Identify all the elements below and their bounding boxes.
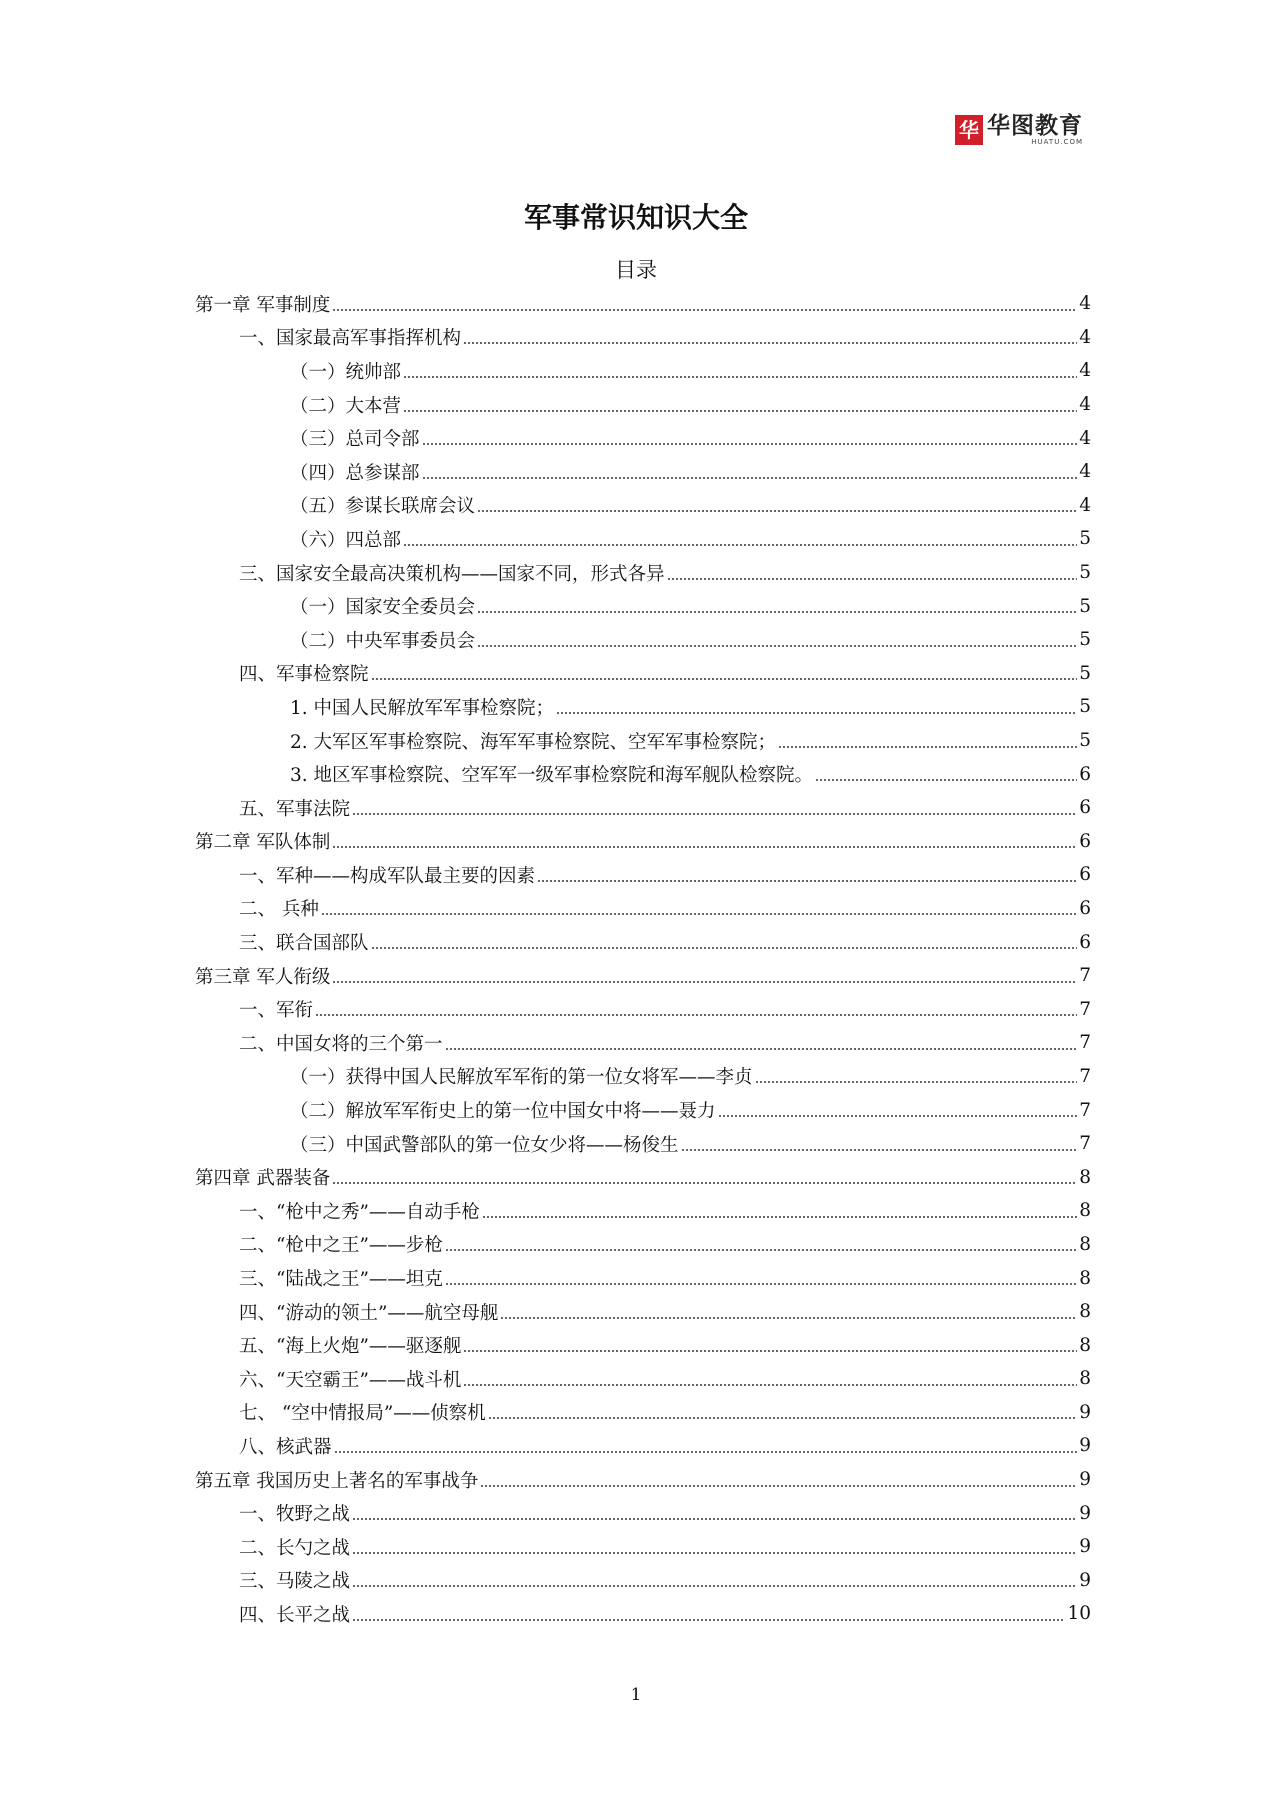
toc-entry[interactable]: [195, 825, 1091, 859]
toc-dot-leader: [321, 913, 1077, 915]
toc-dot-leader: [480, 1485, 1077, 1487]
toc-dot-leader: [445, 1249, 1077, 1251]
toc-entry-page: 4: [1079, 394, 1091, 416]
toc-entry[interactable]: [195, 791, 1091, 825]
toc-dot-leader: [755, 1081, 1078, 1083]
toc-dot-leader: [352, 1619, 1065, 1621]
toc-entry-page: 6: [1079, 931, 1091, 953]
toc-entry-page: 8: [1079, 1368, 1091, 1390]
toc-entry[interactable]: [195, 757, 1091, 791]
toc-entry-label: 第四章 武器装备: [195, 1168, 331, 1190]
toc-entry-label: 二、 兵种: [239, 899, 319, 921]
toc-dot-leader: [403, 376, 1077, 378]
toc-entry-page: 5: [1079, 629, 1091, 651]
toc-entry-label: 第三章 军人衔级: [195, 966, 331, 988]
toc-entry-page: 9: [1079, 1536, 1091, 1558]
toc-entry-page: 4: [1079, 360, 1091, 382]
toc-entry[interactable]: [195, 1228, 1091, 1262]
toc-entry-page: 9: [1079, 1469, 1091, 1491]
toc-entry-page: 8: [1079, 1200, 1091, 1222]
toc-entry[interactable]: [195, 724, 1091, 758]
toc-entry-label: （六）四总部: [290, 529, 402, 551]
toc-entry-label: （二）中央军事委员会: [290, 630, 476, 652]
toc-entry[interactable]: [195, 589, 1091, 623]
toc-entry-page: 8: [1079, 1301, 1091, 1323]
toc-entry[interactable]: [195, 1597, 1091, 1631]
toc-entry-label: （二）解放军军衔史上的第一位中国女中将——聂力: [290, 1101, 716, 1123]
toc-dot-leader: [332, 981, 1077, 983]
toc-entry-page: 9: [1079, 1401, 1091, 1423]
toc-entry-label: 一、国家最高军事指挥机构: [239, 328, 462, 350]
toc-entry-label: （二）大本营: [290, 395, 402, 417]
toc-entry-page: 7: [1079, 1032, 1091, 1054]
toc-entry-page: 4: [1079, 326, 1091, 348]
toc-entry[interactable]: [195, 992, 1091, 1026]
logo-mark-icon: 华: [955, 115, 983, 145]
toc-dot-leader: [352, 1585, 1077, 1587]
logo-chinese-text: 华图教育: [987, 112, 1083, 139]
toc-entry-page: 10: [1067, 1603, 1091, 1625]
toc-heading: 目录: [615, 258, 657, 282]
toc-entry-label: 第二章 军队体制: [195, 832, 331, 854]
toc-entry[interactable]: [195, 858, 1091, 892]
toc-entry[interactable]: [195, 1060, 1091, 1094]
toc-entry[interactable]: [195, 1328, 1091, 1362]
toc-dot-leader: [403, 410, 1077, 412]
toc-entry-page: 6: [1079, 830, 1091, 852]
toc-dot-leader: [667, 578, 1078, 580]
toc-entry-label: 二、长勺之战: [239, 1537, 351, 1559]
toc-entry-page: 4: [1079, 293, 1091, 315]
table-of-contents: [195, 287, 1091, 1631]
toc-entry-label: 二、中国女将的三个第一: [239, 1033, 443, 1055]
toc-entry-page: 4: [1079, 461, 1091, 483]
toc-entry-page: 9: [1079, 1502, 1091, 1524]
toc-entry[interactable]: [195, 1093, 1091, 1127]
toc-entry-label: 1. 中国人民解放军军事检察院；: [290, 697, 555, 719]
toc-dot-leader: [332, 846, 1077, 848]
toc-entry-page: 6: [1079, 864, 1091, 886]
toc-entry-label: 一、军衔: [239, 1000, 314, 1022]
toc-entry-page: 4: [1079, 494, 1091, 516]
toc-entry-page: 7: [1079, 1065, 1091, 1087]
toc-entry[interactable]: [195, 556, 1091, 590]
toc-entry[interactable]: [195, 489, 1091, 523]
toc-dot-leader: [477, 510, 1077, 512]
toc-dot-leader: [352, 813, 1077, 815]
toc-entry-label: 一、“枪中之秀”——自动手枪: [239, 1201, 480, 1223]
toc-entry-label: （四）总参谋部: [290, 462, 420, 484]
toc-dot-leader: [463, 1384, 1077, 1386]
toc-entry[interactable]: [195, 1160, 1091, 1194]
toc-entry-label: 四、“游动的领土”——航空母舰: [239, 1302, 499, 1324]
logo-english-text: HUATU.COM: [1031, 137, 1083, 146]
toc-entry-page: 9: [1079, 1435, 1091, 1457]
toc-entry-label: （三）总司令部: [290, 429, 420, 451]
toc-entry[interactable]: [195, 522, 1091, 556]
toc-entry-page: 5: [1079, 662, 1091, 684]
toc-entry[interactable]: [195, 1496, 1091, 1530]
toc-dot-leader: [371, 947, 1078, 949]
toc-dot-leader: [718, 1115, 1078, 1117]
page-number: 1: [630, 1685, 642, 1705]
toc-entry-label: 二、“枪中之王”——步枪: [239, 1235, 443, 1257]
toc-entry-page: 7: [1079, 965, 1091, 987]
toc-entry[interactable]: [195, 1295, 1091, 1329]
toc-entry-page: 9: [1079, 1569, 1091, 1591]
toc-entry-label: 四、军事检察院: [239, 664, 369, 686]
toc-entry[interactable]: [195, 287, 1091, 321]
toc-entry[interactable]: [195, 657, 1091, 691]
toc-entry-label: 第一章 军事制度: [195, 294, 331, 316]
toc-entry-label: 五、军事法院: [239, 798, 351, 820]
toc-entry-label: 四、长平之战: [239, 1604, 351, 1626]
toc-dot-leader: [352, 1518, 1077, 1520]
toc-entry[interactable]: [195, 892, 1091, 926]
toc-entry[interactable]: [195, 959, 1091, 993]
toc-entry-page: 8: [1079, 1267, 1091, 1289]
logo-text: [987, 112, 1083, 146]
toc-entry-label: 一、牧野之战: [239, 1504, 351, 1526]
toc-entry-label: 3. 地区军事检察院、空军军一级军事检察院和海军舰队检察院。: [290, 765, 814, 787]
toc-entry[interactable]: [195, 1564, 1091, 1598]
toc-dot-leader: [463, 342, 1077, 344]
toc-dot-leader: [334, 1451, 1078, 1453]
toc-entry-page: 5: [1079, 696, 1091, 718]
huatu-logo: [955, 111, 1083, 149]
toc-entry-label: （五）参谋长联席会议: [290, 496, 476, 518]
toc-dot-leader: [815, 779, 1077, 781]
toc-dot-leader: [352, 1552, 1077, 1554]
toc-entry[interactable]: [195, 1362, 1091, 1396]
toc-entry[interactable]: [195, 1429, 1091, 1463]
toc-entry-page: 5: [1079, 528, 1091, 550]
toc-dot-leader: [371, 678, 1078, 680]
toc-entry[interactable]: [195, 1194, 1091, 1228]
toc-entry-page: 6: [1079, 797, 1091, 819]
toc-entry-label: 三、“陆战之王”——坦克: [239, 1269, 443, 1291]
toc-entry-page: 5: [1079, 595, 1091, 617]
toc-entry-page: 7: [1079, 998, 1091, 1020]
toc-entry-label: 一、军种——构成军队最主要的因素: [239, 865, 536, 887]
toc-entry-label: 六、“天空霸王”——战斗机: [239, 1369, 462, 1391]
toc-entry-page: 8: [1079, 1233, 1091, 1255]
toc-entry-label: 第五章 我国历史上著名的军事战争: [195, 1470, 479, 1492]
toc-dot-leader: [422, 477, 1078, 479]
toc-dot-leader: [332, 309, 1077, 311]
toc-dot-leader: [488, 1417, 1077, 1419]
toc-entry[interactable]: [195, 1396, 1091, 1430]
toc-dot-leader: [445, 1283, 1077, 1285]
toc-dot-leader: [315, 1014, 1077, 1016]
toc-dot-leader: [477, 645, 1077, 647]
toc-entry[interactable]: [195, 354, 1091, 388]
toc-entry-label: 三、国家安全最高决策机构——国家不同，形式各异: [239, 563, 665, 585]
toc-dot-leader: [482, 1216, 1077, 1218]
toc-entry[interactable]: [195, 1530, 1091, 1564]
toc-dot-leader: [681, 1149, 1078, 1151]
toc-entry[interactable]: [195, 1261, 1091, 1295]
toc-entry[interactable]: [195, 690, 1091, 724]
toc-dot-leader: [500, 1317, 1077, 1319]
toc-entry[interactable]: [195, 455, 1091, 489]
toc-dot-leader: [477, 611, 1077, 613]
toc-dot-leader: [422, 443, 1078, 445]
toc-dot-leader: [463, 1350, 1077, 1352]
toc-entry-label: 五、“海上火炮”——驱逐舰: [239, 1336, 462, 1358]
toc-entry-label: （一）国家安全委员会: [290, 597, 476, 619]
toc-entry-label: （三）中国武警部队的第一位女少将——杨俊生: [290, 1134, 679, 1156]
toc-entry-page: 7: [1079, 1099, 1091, 1121]
toc-entry-label: 2. 大军区军事检察院、海军军事检察院、空军军事检察院；: [290, 731, 777, 753]
toc-entry[interactable]: [195, 623, 1091, 657]
toc-entry[interactable]: [195, 321, 1091, 355]
toc-entry-page: 4: [1079, 427, 1091, 449]
toc-entry-label: 八、核武器: [239, 1436, 332, 1458]
toc-entry[interactable]: [195, 1127, 1091, 1161]
toc-entry-page: 7: [1079, 1133, 1091, 1155]
toc-dot-leader: [403, 544, 1077, 546]
toc-entry-page: 8: [1079, 1334, 1091, 1356]
document-title: 军事常识知识大全: [523, 201, 748, 234]
toc-dot-leader: [332, 1182, 1077, 1184]
toc-dot-leader: [556, 712, 1077, 714]
toc-entry-page: 5: [1079, 730, 1091, 752]
toc-entry-label: 三、马陵之战: [239, 1571, 351, 1593]
toc-entry[interactable]: [195, 925, 1091, 959]
toc-dot-leader: [778, 746, 1077, 748]
toc-dot-leader: [445, 1048, 1078, 1050]
toc-entry[interactable]: [195, 1026, 1091, 1060]
toc-entry-label: 七、 “空中情报局”——侦察机: [239, 1403, 486, 1425]
toc-entry[interactable]: [195, 1463, 1091, 1497]
toc-entry-label: （一）获得中国人民解放军军衔的第一位女将军——李贞: [290, 1067, 753, 1089]
toc-entry[interactable]: [195, 421, 1091, 455]
toc-entry-page: 6: [1079, 763, 1091, 785]
toc-dot-leader: [537, 880, 1077, 882]
toc-entry-page: 8: [1079, 1166, 1091, 1188]
toc-entry-label: 三、联合国部队: [239, 933, 369, 955]
toc-entry-page: 6: [1079, 897, 1091, 919]
toc-entry-label: （一）统帅部: [290, 361, 402, 383]
toc-entry[interactable]: [195, 388, 1091, 422]
toc-entry-page: 5: [1079, 562, 1091, 584]
